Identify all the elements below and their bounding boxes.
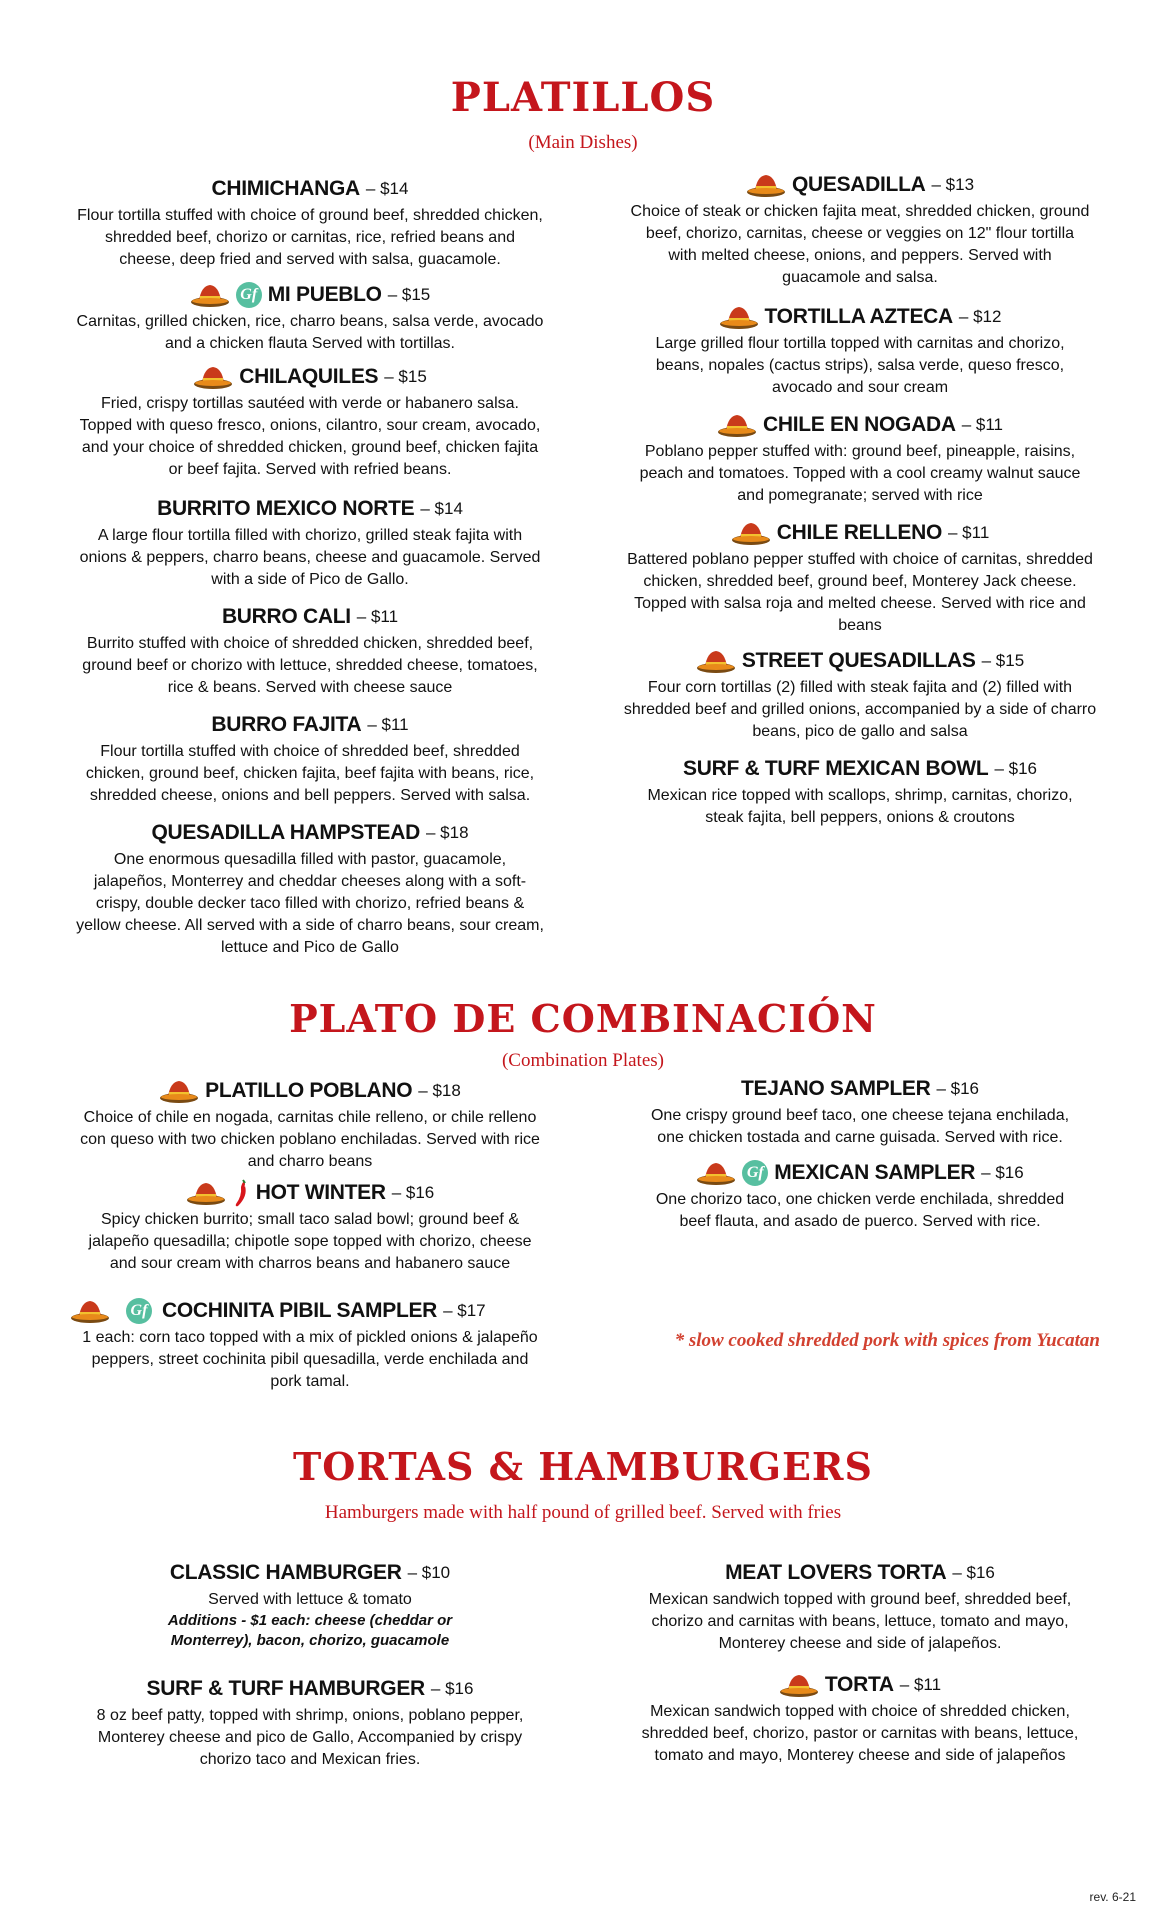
item-price: – $16	[994, 759, 1037, 778]
item-price: – $12	[958, 307, 1002, 326]
menu-item-torta	[620, 1670, 1100, 1767]
item-description: 1 each: corn taco topped with a mix of pickled onions & jalapeño peppers, street cochinita pibil quesadilla, verde enchilada and pork tamal.	[82, 1329, 538, 1390]
item-additions-note: Additions - $1 each: cheese (cheddar or Monterrey), bacon, chorizo, guacamole	[167, 1612, 453, 1649]
sombrero-icon	[159, 1077, 199, 1105]
item-description: One crispy ground beef taco, one cheese tejana enchilada, one chicken tostada and carne guisada. Served with rice.	[650, 1107, 1070, 1146]
item-description: Served with lettuce & tomato	[208, 1591, 412, 1608]
item-name: SURF & TURF MEXICAN BOWL	[683, 757, 989, 780]
item-description: Choice of chile en nogada, carnitas chile relleno, or chile relleno con queso with two chicken poblano enchiladas. Served with rice and charro beans	[80, 1109, 540, 1170]
section-subtitle-tortas: Hamburgers made with half pound of grilled beef. Served with fries	[324, 1502, 842, 1523]
menu-item-chilaquiles	[70, 362, 550, 481]
item-price: – $11	[961, 415, 1003, 434]
item-name: BURRO FAJITA	[211, 713, 362, 736]
item-description: Large grilled flour tortilla topped with carnitas and chorizo, beans, nopales (cactus strips), salsa verde, queso fresco, avocado and sour cream	[655, 335, 1065, 396]
item-name: CHIMICHANGA	[211, 177, 360, 200]
item-price: – $11	[367, 715, 409, 734]
menu-item-chile-relleno	[620, 518, 1100, 637]
revision-label: rev. 6-21	[1089, 1890, 1136, 1904]
menu-item-burro-cali	[70, 602, 550, 699]
item-name: COCHINITA PIBIL SAMPLER	[162, 1299, 438, 1322]
item-name: STREET QUESADILLAS	[741, 649, 976, 672]
item-description: One chorizo taco, one chicken verde enchilada, shredded beef flauta, and asado de puerco. Served with rice.	[655, 1191, 1065, 1230]
item-name: TORTILLA AZTECA	[764, 305, 953, 328]
item-price: – $11	[948, 523, 990, 542]
menu-item-quesadilla-hampstead	[70, 818, 550, 959]
item-name: CHILAQUILES	[239, 365, 379, 388]
item-name: BURRITO MEXICO NORTE	[157, 497, 415, 520]
item-name: MEAT LOVERS TORTA	[725, 1561, 947, 1584]
item-name: BURRO CALI	[221, 605, 351, 628]
sombrero-icon	[779, 1671, 819, 1699]
menu-item-mexican-sampler	[620, 1158, 1100, 1233]
item-name: QUESADILLA HAMPSTEAD	[151, 821, 420, 844]
item-description: Four corn tortillas (2) filled with steak fajita and (2) filled with shredded beef and grilled onions, accompanied by a side of charro beans, pico de gallo and salsa	[623, 679, 1097, 740]
menu-item-chimichanga	[70, 174, 550, 271]
item-description: Spicy chicken burrito; small taco salad bowl; ground beef & jalapeño quesadilla; chipotle sope topped with chorizo, cheese and sour cream with charros beans and habanero sauce	[88, 1211, 532, 1272]
item-description: Mexican sandwich topped with choice of shredded chicken, shredded beef, chorizo, pastor or carnitas with beans, lettuce, tomato and mayo, Monterey cheese and side of jalapeños	[641, 1703, 1079, 1764]
sombrero-icon	[186, 1179, 226, 1207]
item-price: – $16	[391, 1183, 435, 1202]
item-name: HOT WINTER	[255, 1181, 386, 1204]
menu-item-hot-winter	[70, 1178, 550, 1275]
item-price: – $14	[420, 499, 463, 518]
item-description: Battered poblano pepper stuffed with choice of carnitas, shredded chicken, shredded beef, ground beef, Monterey Jack cheese. Topped with salsa roja and melted cheese. Served with rice and beans	[627, 551, 1093, 634]
item-name: SURF & TURF HAMBURGER	[146, 1677, 425, 1700]
menu-item-tejano-sampler	[620, 1074, 1100, 1149]
menu-item-burro-fajita	[70, 710, 550, 807]
item-price: – $15	[384, 367, 427, 386]
section-title-combinacion: PLATO DE COMBINACIÓN	[289, 996, 877, 1041]
section-subtitle-combinacion: (Combination Plates)	[501, 1050, 664, 1071]
item-price: – $15	[981, 651, 1025, 670]
sombrero-icon	[193, 363, 233, 391]
item-price: – $14	[365, 179, 409, 198]
menu-item-mi-pueblo	[70, 280, 550, 355]
item-name: MEXICAN SAMPLER	[774, 1161, 976, 1184]
gluten-free-icon: Gf	[742, 1160, 768, 1186]
menu-item-meat-lovers-torta	[620, 1558, 1100, 1655]
item-price: – $16	[981, 1163, 1024, 1182]
sombrero-icon	[70, 1297, 110, 1325]
sombrero-icon	[696, 1159, 736, 1187]
menu-item-chile-en-nogada	[620, 410, 1100, 507]
section-title-tortas: TORTAS & HAMBURGERS	[293, 1444, 873, 1489]
item-price: – $17	[443, 1301, 486, 1320]
item-description: Mexican rice topped with scallops, shrimp, carnitas, chorizo, steak fajita, bell peppers, onions & croutons	[647, 787, 1073, 826]
menu-item-tortilla-azteca	[620, 302, 1100, 399]
item-description: Fried, crispy tortillas sautéed with verde or habanero salsa. Topped with queso fresco, onions, cilantro, sour cream, avocado, and your choice of shredded chicken, ground beef, chicken fajita or beef fajita. Served with refried beans.	[79, 395, 541, 478]
item-price: – $13	[931, 175, 975, 194]
menu-item-burrito-mexico-norte	[70, 494, 550, 591]
menu-item-classic-hamburger	[70, 1558, 550, 1651]
item-price: – $16	[936, 1079, 980, 1098]
section-title-platillos: PLATILLOS	[450, 74, 716, 121]
sombrero-icon	[696, 647, 736, 675]
item-description: Carnitas, grilled chicken, rice, charro beans, salsa verde, avocado and a chicken flauta Served with tortillas.	[76, 313, 544, 352]
item-description: Poblano pepper stuffed with: ground beef, pineapple, raisins, peach and tomatoes. Topped with a cool creamy walnut sauce and pomegranate; served with rice	[639, 443, 1081, 504]
item-description: 8 oz beef patty, topped with shrimp, onions, poblano pepper, Monterey cheese and pico de Gallo, Accompanied by crispy chorizo taco and Mexican fries.	[96, 1707, 524, 1768]
gluten-free-icon: Gf	[236, 282, 262, 308]
item-description: One enormous quesadilla filled with pastor, guacamole, jalapeños, Monterrey and cheddar cheeses along with a soft-crispy, double decker taco filled with chorizo, refried beans & yellow cheese. All served with a side of charro beans, sour cream, lettuce and Pico de Gallo	[76, 851, 544, 956]
chili-pepper-icon	[232, 1178, 250, 1208]
sombrero-icon	[731, 519, 771, 547]
cochinita-footnote: * slow cooked shredded pork with spices from Yucatan	[674, 1330, 1100, 1351]
item-name: PLATILLO POBLANO	[205, 1079, 413, 1102]
item-price: – $11	[899, 1675, 942, 1694]
item-name: MI PUEBLO	[267, 283, 382, 306]
sombrero-icon	[719, 303, 759, 331]
item-price: – $16	[952, 1563, 995, 1582]
menu-item-quesadilla	[620, 170, 1100, 289]
item-description: Flour tortilla stuffed with choice of ground beef, shredded chicken, shredded beef, chorizo or carnitas, rice, refried beans and cheese, deep fried and served with salsa, guacamole.	[77, 207, 543, 268]
item-description: Mexican sandwich topped with ground beef, shredded beef, chorizo and carnitas with beans, lettuce, tomato and mayo, Monterey cheese and side of jalapeños.	[648, 1591, 1072, 1652]
item-price: – $18	[418, 1081, 461, 1100]
item-description: A large flour tortilla filled with chorizo, grilled steak fajita with onions & peppers, charro beans, cheese and guacamole. Served with a side of Pico de Gallo.	[79, 527, 541, 588]
menu-item-surf-turf-mexican-bowl	[620, 754, 1100, 829]
item-name: QUESADILLA	[791, 173, 926, 196]
menu-item-cochinita-pibil-sampler	[70, 1296, 550, 1393]
item-description: Flour tortilla stuffed with choice of shredded beef, shredded chicken, ground beef, chicken fajita, beef fajita with beans, rice, shredded cheese, onions and bell peppers. Served with salsa.	[85, 743, 535, 804]
sombrero-icon	[746, 171, 786, 199]
gluten-free-icon: Gf	[126, 1298, 152, 1324]
menu-item-surf-turf-hamburger	[70, 1674, 550, 1771]
item-description: Burrito stuffed with choice of shredded chicken, shredded beef, ground beef or chorizo with lettuce, shredded cheese, tomatoes, rice & beans. Served with cheese sauce	[82, 635, 538, 696]
menu-item-street-quesadillas	[620, 646, 1100, 743]
item-name: CHILE EN NOGADA	[763, 413, 956, 436]
item-price: – $10	[407, 1563, 451, 1582]
menu-item-platillo-poblano	[70, 1076, 550, 1173]
item-price: – $11	[356, 607, 399, 626]
section-subtitle-platillos: (Main Dishes)	[528, 132, 638, 153]
item-description: Choice of steak or chicken fajita meat, shredded chicken, ground beef, chorizo, carnitas, cheese or veggies on 12" flour tortilla with melted cheese, onions, and peppers. Served with guacamole and salsa.	[630, 203, 1090, 286]
item-name: CHILE RELLENO	[776, 521, 942, 544]
item-name: CLASSIC HAMBURGER	[169, 1561, 402, 1584]
sombrero-icon	[190, 281, 230, 309]
item-name: TORTA	[824, 1673, 894, 1696]
item-price: – $18	[426, 823, 469, 842]
item-price: – $15	[387, 285, 431, 304]
item-name: TEJANO SAMPLER	[740, 1077, 931, 1100]
sombrero-icon	[717, 411, 757, 439]
item-price: – $16	[430, 1679, 474, 1698]
